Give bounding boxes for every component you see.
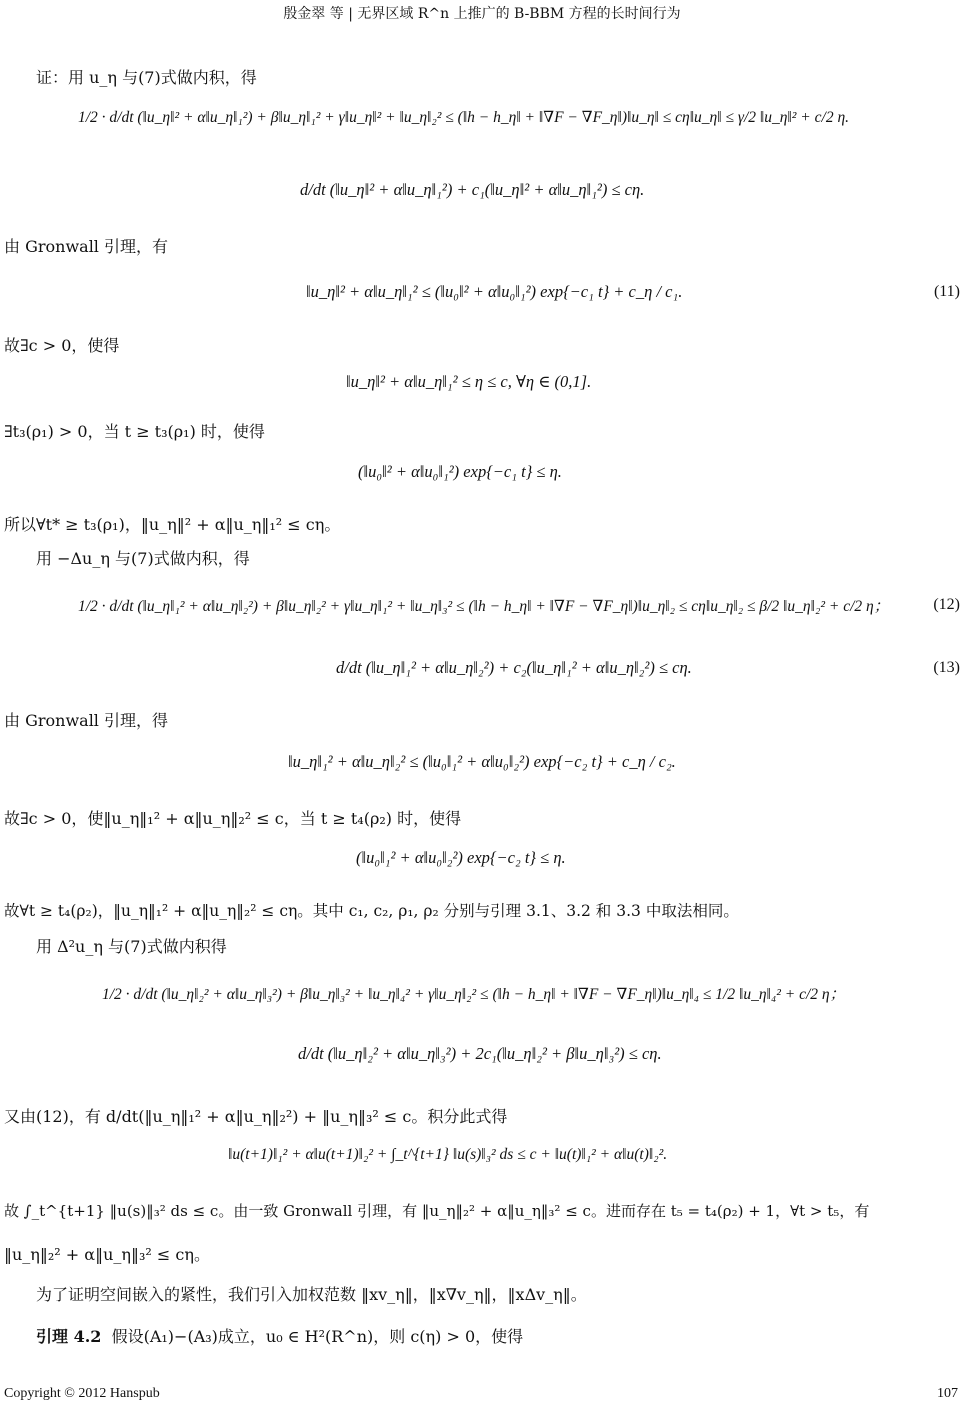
paragraph: 所以∀t* ≥ t₃(ρ₁)，‖u_η‖² + α‖u_η‖₁² ≤ cη。 xyxy=(4,515,341,534)
paragraph: 为了证明空间嵌入的紧性，我们引入加权范数 ‖xv_η‖，‖x∇v_η‖，‖xΔv_η‖。 xyxy=(36,1285,587,1304)
paragraph: ∃t₃(ρ₁) > 0，当 t ≥ t₃(ρ₁) 时，使得 xyxy=(4,422,265,441)
lemma-label: 引理 4.2 xyxy=(36,1327,102,1346)
paragraph: 故∃c > 0，使得 xyxy=(4,336,120,355)
equation-number: (12) xyxy=(933,596,960,613)
paragraph: 由 Gronwall 引理，得 xyxy=(4,711,169,730)
equation: 1/2 · d/dt (‖u_η‖₁² + α‖u_η‖₂²) + β‖u_η‖₂² + γ‖u_η‖₁² + ‖u_η‖₃² ≤ (‖h − h_η‖ + ‖∇F − ∇F_η‖)‖u_η‖₂ ≤ cη‖u_η‖₂ ≤ β/2 ‖u_η‖₂² + c/2 η； xyxy=(78,598,890,615)
paragraph: 故 ∫_t^{t+1} ‖u(s)‖₃² ds ≤ c。由一致 Gronwall 引理，有 ‖u_η‖₂² + α‖u_η‖₃² ≤ c。进而存在 t₅ = t₄(ρ₂) + 1，∀t > t₅，有 xyxy=(4,1202,870,1220)
running-header: 殷金翠 等 | 无界区域 R^n 上推广的 B-BBM 方程的长时间行为 xyxy=(283,6,681,22)
equation: d/dt (‖u_η‖₂² + α‖u_η‖₃²) + 2c₁(‖u_η‖₂² + β‖u_η‖₃²) ≤ cη. xyxy=(298,1044,662,1063)
equation: 1/2 · d/dt (‖u_η‖₂² + α‖u_η‖₃²) + β‖u_η‖₃² + ‖u_η‖₄² + γ‖u_η‖₂² ≤ (‖h − h_η‖ + ‖∇F − ∇F_η‖)‖u_η‖₄ ≤ 1/2 ‖u_η‖₄² + c/2 η； xyxy=(102,986,846,1003)
equation: (‖u₀‖² + α‖u₀‖₁²) exp{−c₁ t} ≤ η. xyxy=(358,462,562,481)
equation: (‖u₀‖₁² + α‖u₀‖₂²) exp{−c₂ t} ≤ η. xyxy=(356,848,566,867)
paragraph: 又由(12)，有 d/dt(‖u_η‖₁² + α‖u_η‖₂²) + ‖u_η‖₃² ≤ c。积分此式得 xyxy=(4,1107,508,1126)
equation: d/dt (‖u_η‖² + α‖u_η‖₁²) + c₁(‖u_η‖² + α‖u_η‖₁²) ≤ cη. xyxy=(300,180,645,199)
equation: ‖u_η‖₁² + α‖u_η‖₂² ≤ (‖u₀‖₁² + α‖u₀‖₂²) exp{−c₂ t} + c_η / c₂. xyxy=(288,752,676,771)
proof-intro: 证：用 u_η 与(7)式做内积，得 xyxy=(36,68,257,87)
equation: ‖u_η‖² + α‖u_η‖₁² ≤ η ≤ c, ∀η ∈ (0,1]. xyxy=(346,372,592,391)
paragraph: 故∃c > 0，使‖u_η‖₁² + α‖u_η‖₂² ≤ c，当 t ≥ t₄(ρ₂) 时，使得 xyxy=(4,809,462,828)
equation-number: (13) xyxy=(933,659,960,676)
lemma-text: 假设(A₁)−(A₃)成立，u₀ ∈ H²(R^n)，则 c(η) > 0，使得 xyxy=(111,1327,524,1346)
equation: 1/2 · d/dt (‖u_η‖² + α‖u_η‖₁²) + β‖u_η‖₁² + γ‖u_η‖² + ‖u_η‖₂² ≤ (‖h − h_η‖ + ‖∇F − ∇F_η‖)‖u_η‖ ≤ cη‖u_η‖ ≤ γ/2 ‖u_η‖² + c/2 η. xyxy=(78,109,850,126)
equation: d/dt (‖u_η‖₁² + α‖u_η‖₂²) + c₂(‖u_η‖₁² + α‖u_η‖₂²) ≤ cη. xyxy=(336,658,692,677)
page-number: 107 xyxy=(937,1386,958,1401)
equation: ‖u(t+1)‖₁² + α‖u(t+1)‖₂² + ∫_t^{t+1} ‖u(s)‖₃² ds ≤ c + ‖u(t)‖₁² + α‖u(t)‖₂². xyxy=(228,1146,668,1163)
paragraph: 用 −Δu_η 与(7)式做内积，得 xyxy=(36,549,250,568)
paragraph: ‖u_η‖₂² + α‖u_η‖₃² ≤ cη。 xyxy=(4,1245,210,1264)
paragraph: 由 Gronwall 引理，有 xyxy=(4,237,169,256)
paragraph: 故∀t ≥ t₄(ρ₂)，‖u_η‖₁² + α‖u_η‖₂² ≤ cη。其中 c₁, c₂, ρ₁, ρ₂ 分别与引理 3.1、3.2 和 3.3 中取法相同。 xyxy=(4,902,739,920)
equation-number: (11) xyxy=(933,283,960,300)
footer-copyright: Copyright © 2012 Hanspub xyxy=(4,1386,160,1401)
paragraph: 用 Δ²u_η 与(7)式做内积得 xyxy=(36,937,227,956)
lemma-statement xyxy=(36,1324,523,1347)
equation: ‖u_η‖² + α‖u_η‖₁² ≤ (‖u₀‖² + α‖u₀‖₁²) exp{−c₁ t} + c_η / c₁. xyxy=(306,282,683,301)
